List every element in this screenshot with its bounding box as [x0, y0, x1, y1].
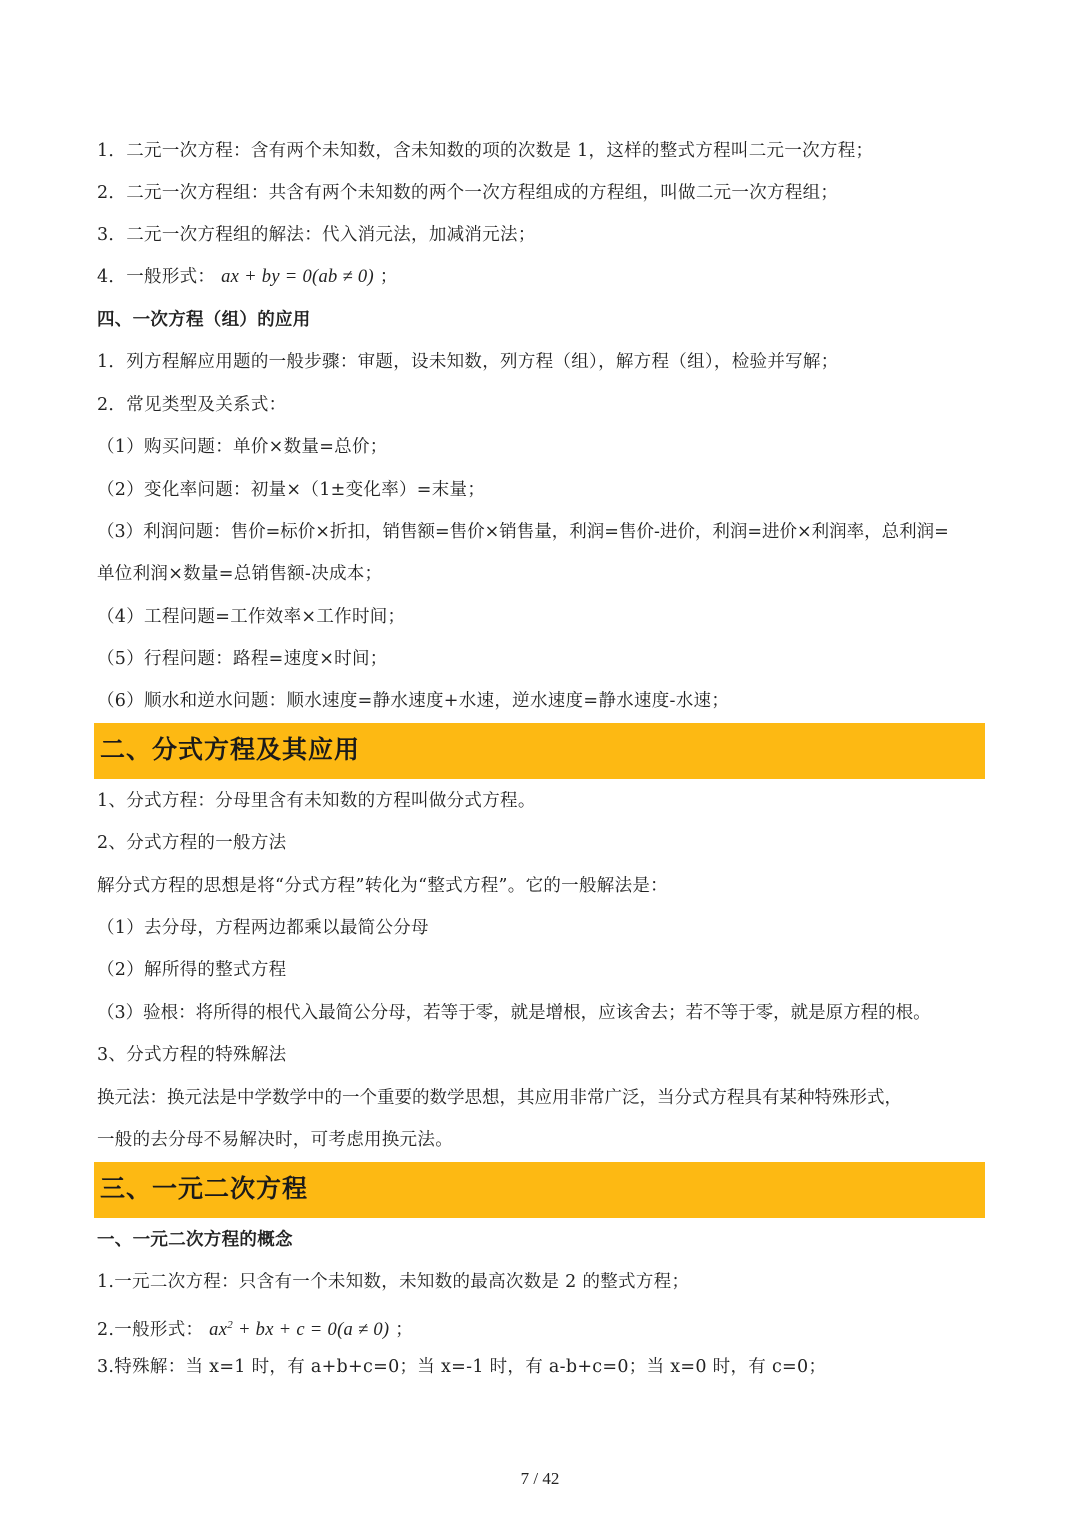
general-form-label: 4．一般形式：: [97, 267, 216, 287]
section-title: 二、分式方程及其应用: [100, 735, 361, 764]
text-line: 2．二元一次方程组：共含有两个未知数的两个一次方程组成的方程组，叫做二元一次方程组；: [97, 183, 839, 203]
general-form-line: [97, 1314, 987, 1341]
text-line: 3．二元一次方程组的解法：代入消元法，加减消元法；: [97, 225, 536, 245]
text-line: 单位利润×数量=总销售额-决成本；: [97, 564, 383, 584]
text-line: 2、分式方程的一般方法: [97, 833, 287, 853]
general-form-label: 2.一般形式：: [97, 1320, 204, 1341]
text-line: （4）工程问题=工作效率×工作时间；: [97, 607, 406, 627]
general-form-formula: ax + by = 0(ab ≠ 0): [221, 267, 374, 287]
text-line: 3.特殊解：当 x=1 时，有 a+b+c=0；当 x=-1 时，有 a-b+c=0；当 x=0 时，有 c=0；: [97, 1357, 827, 1377]
text-line: （1）去分母，方程两边都乘以最简公分母: [97, 918, 429, 938]
text-line: 3、分式方程的特殊解法: [97, 1045, 287, 1065]
text-line: 1、分式方程：分母里含有未知数的方程叫做分式方程。: [97, 791, 536, 811]
text-line: （3）验根：将所得的根代入最简公分母，若等于零，就是增根，应该舍去；若不等于零，就是原方程的根。: [97, 1003, 931, 1023]
general-form-formula: $ax^2$ + bx + c = 0(a ≠ 0): [209, 1319, 390, 1341]
text-line: 1.一元二次方程：只含有一个未知数，未知数的最高次数是 2 的整式方程；: [97, 1272, 690, 1292]
line-end: ；: [379, 267, 398, 287]
general-form-line: [97, 266, 987, 288]
text-line: （2）解所得的整式方程: [97, 960, 287, 980]
subsection-heading: 一、一元二次方程的概念: [97, 1230, 293, 1250]
text-line: （1）购买问题：单价×数量=总价；: [97, 437, 388, 457]
text-line: 2．常见类型及关系式：: [97, 395, 287, 415]
text-line: （5）行程问题：路程=速度×时间；: [97, 649, 388, 669]
text-line: 解分式方程的思想是将“分式方程”转化为“整式方程”。它的一般解法是：: [97, 876, 668, 896]
text-line: （2）变化率问题：初量×（1±变化率）=末量；: [97, 480, 486, 500]
text-line: （6）顺水和逆水问题：顺水速度=静水速度+水速，逆水速度=静水速度-水速；: [97, 691, 730, 711]
line-end: ；: [395, 1320, 414, 1341]
page-number: 7 / 42: [520, 1469, 560, 1488]
text-line: 1．二元一次方程：含有两个未知数，含未知数的项的次数是 1，这样的整式方程叫二元一次方程；: [97, 141, 874, 161]
subsection-heading: 四、一次方程（组）的应用: [97, 310, 311, 330]
section-banner: [94, 1162, 985, 1218]
text-line: （3）利润问题：售价=标价×折扣，销售额=售价×销售量，利润=售价-进价，利润=进价×利润率，总利润=: [97, 522, 949, 542]
section-title: 三、一元二次方程: [100, 1174, 309, 1203]
text-line: 换元法：换元法是中学数学中的一个重要的数学思想，其应用非常广泛，当分式方程具有某种特殊形式，: [97, 1088, 902, 1108]
section-banner: [94, 723, 985, 779]
text-line: 一般的去分母不易解决时，可考虑用换元法。: [97, 1130, 453, 1150]
text-line: 1．列方程解应用题的一般步骤：审题，设未知数，列方程（组），解方程（组），检验并写解；: [97, 352, 839, 372]
